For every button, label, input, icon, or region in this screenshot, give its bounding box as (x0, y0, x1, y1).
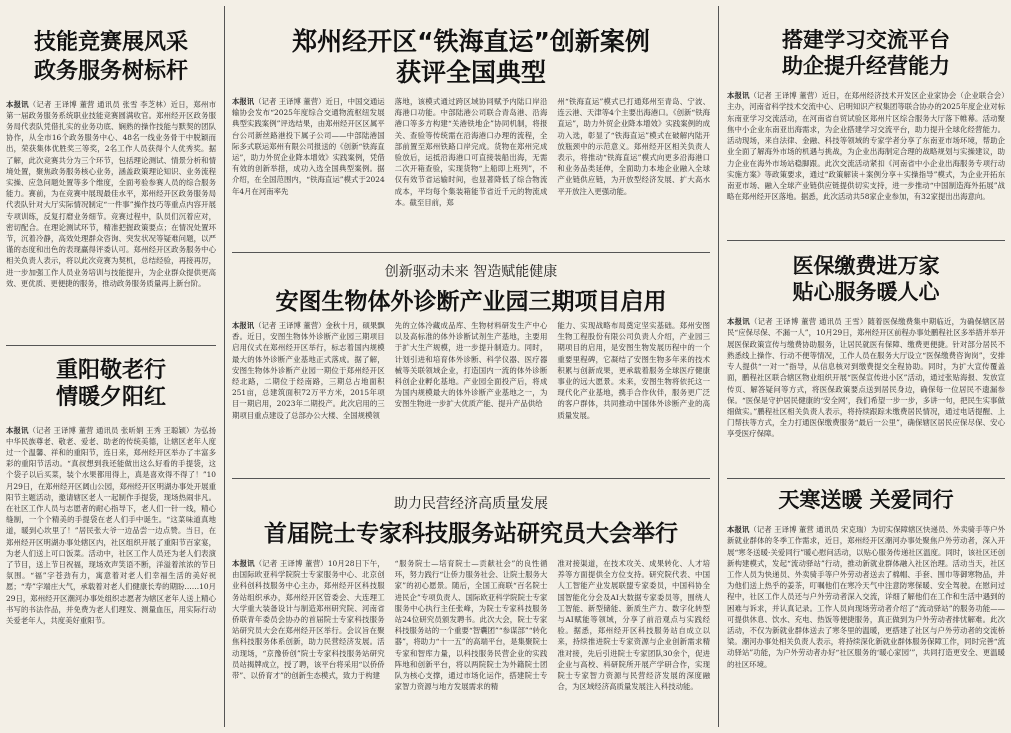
article-academician-block (232, 558, 385, 730)
article-skills (6, 0, 216, 354)
headline-railway-line1: 郑州经开区“铁海直运”创新案例 (292, 27, 650, 56)
byline: （记者 王译博 董营 通讯员 张雪 李芝林） (28, 99, 171, 109)
article-railway-columns (232, 96, 710, 236)
divider (6, 345, 216, 346)
article-biopark-block: 能力、实现战略布局奠定坚实基础。郑州安图生物工程股份有限公司负责人介绍，产业园三期项目的启用，是安图生物发展历程中的一个重要里程碑，它凝结了安图生物多年来的技术积累与创新成果，更承载着服务全球医疗健康事业的远大愿景。未来，安图生物将依托这一现代化产业基地，携手合作伙伴，服务更广泛的客户群体，共同推动中国体外诊断产业的高质量发展。 (557, 321, 710, 420)
headline-insurance-line2: 贴心服务暖人心 (792, 280, 940, 305)
headline-winter-text: 寒送暖 关爱同行 (799, 488, 954, 512)
lead-label: 本报讯 (727, 91, 750, 101)
article-railway (232, 0, 710, 207)
article-exchange (727, 0, 1005, 248)
kicker-biopark: 创新驱动未来 智造赋能健康 (384, 264, 558, 280)
left-column (6, 0, 216, 733)
lead-label: 本报讯 (232, 97, 255, 106)
article-insurance-body (727, 316, 1005, 474)
divider (727, 240, 1005, 241)
byline: （记者 王译博 董营） (749, 91, 822, 101)
right-column (727, 0, 1005, 733)
article-academician-block: 准对接渠道，在技术攻关、成果转化、人才培养等方面提供全方位支持。研究院代表、中国人工智能产业发展联盟专家委员，中国科协全国智能化分会及AI大数据专家委员等，围绕人工智能、新型储能、新质生产力、数字化转型与AI赋能等领域，分享了前沿观点与实践经验。据悉，郑州经开区科技服务站自成立以来，持续推进院士专家资源与企业创新需求精准对接，先后引进院士专家团队30余个，促进企业与高校、科研院所开展产学研合作，实现院士专家智力资源与民营经济发展的深度融合，为区域经济高质量发展注入科技动能。 (557, 559, 710, 692)
lead-label: 本报讯 (232, 559, 255, 568)
article-academician (232, 484, 710, 692)
article-winter (727, 484, 1005, 733)
article-elders-body (6, 425, 216, 733)
body-text: 近日，在郑州经济技术开发区企业家协会（企业联合会）主办，河南省科学技术交流中心、启明知识产权集团等联合协办的2025年度企业对标东南亚学习交流活动，在河南省自贸试验区郑州片区综合服务大厅落下帷幕。活动聚焦中小企业东南亚出海需求，为企业搭建学习交流平台，助力提升全球化经营能力。活动现场，来自法律、金融、科技等领域的专家学者分享了东南亚市场环境，帮助企业全面了解海外市场的机遇与挑战，为企业出海制定合理的战略规划与实操建议，助力企业在海外市场站稳脚跟。此次交流活动紧扣《河南省中小企业出海服务专项行动实施方案》等政策要求，通过“政策解读＋案例分享＋实操指导”模式，为企业开拓东南亚市场、融入全球产业链供应链提供切实支持，进一步推动“中国制造海外拓展”战略在郑州经开区落地。据悉，此次活动共58家企业参加，有32家提出出海意向。 (727, 91, 1005, 202)
article-winter-body (727, 524, 1005, 733)
byline: （记者 王译博 董营 通讯员 王雪） (749, 317, 868, 327)
headline-railway-line2: 获评全国典型 (395, 57, 546, 87)
kicker-academician: 助力民营经济高质量发展 (394, 496, 548, 512)
article-railway-block: 落地，该模式通过跨区域协同赋予内陆口岸沿海港口功能。中部陆港公司联合青岛港、沿海港口等多方构建“关港铁地企”协同机制，将报关、查验等传统需在沿海港口办理的流程，全部前置至郑州铁路口岸完成。货物在郑州完成验放后，运抵沿海港口可直接装船出海，无需二次开箱查验，实现货物“上船即上班列”，不仅有效节省运输时间，也显著降低了综合物流成本，平均每个集装箱能节省近千元的物流成本。截至目前，郑 (394, 97, 548, 207)
headline-winter (727, 488, 1005, 512)
body-text: 为弘扬中华民族尊老、敬老、爱老、助老的传统美德，让辖区老年人度过一个温馨、祥和的重阳节，连日来，郑州经开区举办了丰富多彩的重阳节活动。“真叔想到我还能做出这么好看的手提袋，这个袋子以后买菜，装个水果都用得上，真是喜欢得不得了！”10月29日，在郑州经开区阔山公园，郑州经开区明湖办事处开展重阳节主题活动，邀请辖区老人一起制作手提袋，现场热闹非凡。在社区工作人员与志愿者的耐心指导下，老人们一针一线，精心缝制，一个个精美的手提袋在老人们手中诞生。“这菜味道真地道，暖到心坎里了！”居民张大爷一边品尝一边点赞。当日，在郑州经开区明湖办事处辖区内，社区组织开展了重阳节百家宴，为老人们送上可口饭菜。活动中，社区工作人员还为老人们表演了节目，送上节日祝福，现场欢声笑语不断，洋溢着浓浓的节日氛围。“福”字苍劲有力，寓意着对老人们幸福生活的美好祝愿；“寿”字端庄大气，承载着对老人们健康长寿的期盼……10月29日，郑州经开区潮河办事处组织志愿者为辖区老年人送上精心书写的书法作品，并免费为老人们理发、测量血压，用实际行动关爱老年人，共度美好重阳节。 (6, 425, 216, 626)
lead-label: 本报讯 (232, 321, 255, 330)
headline-elders-line1: 重阳敬老行 (55, 358, 166, 383)
article-railway-block: 州“铁海直运”模式已打通郑州至青岛、宁波、连云港、天津等4个主要出海港口。《创新“铁海直运”，助力外贸企业降本增效》实践案例的成功入选，彰显了“铁海直运”模式在破解内陆开放瓶颈中的示范意义。郑州经开区相关负责人表示，将推动“铁海直运”模式向更多沿海港口和业务品类延伸，全面助力本地企业融入全球产业链供应链，为开放型经济发展、扩大高水平开放注入更强动能。 (557, 97, 710, 196)
byline: （记者 王译博 董营 通讯员 张昕娟 王秀 王聪颖） (28, 425, 194, 435)
headline-exchange-line2: 助企提升经营能力 (782, 54, 950, 79)
body-text: 随着医保缴费集中期临近，为确保辖区居民“应保尽保、不漏一人”，10月29日，郑州经开区前程办事处鹏程社区多举措并举开展医保政策宣传与缴费协助服务，让居民就医有保障、缴费更便捷。针对部分居民不熟悉线上操作、行动不便等情况，工作人员在服务大厅设立“医保缴费咨询岗”，安排专人提供“一对一”指导，从信息核对到缴费提交全程协助。同时，为扩大宣传覆盖面，鹏程社区联合辖区物业组织开展“医保宣传进小区”活动，通过张贴海报、发放宣传页、解答疑问等方式，将医保政策要点送到居民身边，确保每一位居民不遗漏参保。“医保是守护居民健康的‘安全网’，我们希望一步一步，多讲一句，把民生实事做细做实。”鹏程社区相关负责人表示，将持续跟踪未缴费居民情况，通过电话提醒、上门帮扶等方式，全力打通医保缴费服务“最后一公里”，确保辖区居民应保尽保、安心享受医疗保障。 (727, 317, 1005, 439)
article-biopark-block: 先的立体冷藏成品库、生物材料研发生产中心以及高标准的体外诊断试剂生产基地，主要用于扩大生产规模，进一步提升制造力。同时，计划引进和培育体外诊断、科学仪器、医疗器械等关联领域企业，打造国内一流的体外诊断科创企业孵化基地。产业园全面投产后，将成为国内规模最大的体外诊断产业基地之一，为安图生物进一步扩大优质产能、提升产品供给 (394, 321, 548, 409)
body-text: 近日，中国交通运输协会发布“2025年度综合交通物流枢纽发展典型实践案例”评选结果，由郑州经开区区属平台公司新丝路港投下属子公司——中部陆港国际多式联运郑州有限公司报送的《创新“铁海直运”，助力外贸企业降本增效》实践案例，凭借有效的创新举措，成功入选全国典型案例。据介绍，在全国范围内，“铁海直运”模式于2024年4月在河南率先 (232, 97, 385, 196)
body-text: 近日，郑州市第一届政务服务系统职业技能竞赛圆满收官。郑州经开区政务服务局代表队凭借扎实的业务功底、娴熟的操作技能与默契的团队协作，从全市16个政务服务中心、48名一线业务骨干中脱颖而出，荣获集体优胜奖三等奖，2名工作人员获得个人优秀奖。据了解，此次竞赛共分为三个环节，包括理论测试、情景分析和情境处置，聚焦政务服务核心业务，涵盖政策理论知识、业务流程实操、应急问题处置等多个维度，全面考验参赛人员的综合服务能力。赛前，为在竞赛中展现最佳水平，郑州经开区政务服务局代表队针对大厅实际情况制定“一件事”操作技巧等重点内容开展专项训练，反复打磨业务细节。竞赛过程中，队员们沉着应对，密切配合。在理论测试环节，精准把握政策要点；在情况处置环节，沉着冷静，高效处理群众咨询、突发状况等疑难问题，以严谨的态度和出色的表现赢得评委认可。郑州经开区政务服务中心相关负责人表示，将以此次竞赛为契机，总结经验，再接再厉，进一步加强工作人员业务培训与技能提升，为企业群众提供更高效、更优质、更便捷的服务，推动政务服务质量再上新台阶。 (6, 99, 216, 288)
center-column (232, 0, 710, 733)
column-divider (718, 6, 719, 727)
divider (232, 478, 710, 479)
byline: （记者 王译博 董营） (254, 559, 328, 568)
byline: （记者 王译博 董营） (254, 321, 326, 330)
lead-label: 本报讯 (727, 317, 750, 327)
divider (232, 252, 710, 253)
article-insurance (727, 246, 1005, 474)
body-text: 金秋十月，硕果飘香。近日，安图生物体外诊断产业园三期项目启用仪式在郑州经开区举行，标志着国内规模最大的体外诊断产业基地正式落成。据了解，安图生物体外诊断产业园一期位于郑州经开区经北路，二期位于经南路，三期总占地面积251亩，总建筑面积72万平方米，2015年项目一期启用，2023年二期投产。此次启用的三期项目重点建设了总部办公大楼、全国规模领 (232, 321, 385, 420)
lead-label: 本报讯 (727, 525, 750, 535)
column-divider (224, 6, 225, 727)
article-academician-columns (232, 558, 710, 730)
article-railway-block (232, 96, 385, 236)
headline-academician: 首届院士专家科技服务站研究员大会举行 (264, 520, 678, 547)
lead-label: 本报讯 (6, 425, 29, 435)
body-text: 10月28日下午，由国际欧亚科学院院士专家服务中心、北京创业科创科技服务中心主办，郑州经开区科技服务站组织承办，郑州经开区管委会、大连理工大学重大装备设计与制造郑州研究院、河南省侨联青年委员会协办的首届院士专家科技服务站研究员大会在郑州经开区举行。会议旨在聚焦科技服务体系创新，助力民营经济发展。活动现场，“京豫侨创”院士专家科技服务站研究员站揭牌成立，授了聘，该平台将采用“以侨侨带”、以侨育才”的创新生态模式，致力于构建 (232, 559, 385, 681)
byline: （记者 王译博 董营 通讯员 宋克瑞） (749, 525, 871, 535)
article-skills-body (6, 99, 216, 354)
headline-elders-line2: 情暖夕阳红 (55, 385, 166, 411)
headline-exchange-line1: 搭建学习交流平台 (782, 28, 950, 52)
headline-biopark: 安图生物体外诊断产业园三期项目启用 (275, 288, 667, 315)
article-elders (6, 352, 216, 733)
article-academician-block: “服务院士—培育院士—贡献社会”的良性循环，努力践行“让侨力服务社会、让院士服务大家”的初心愿景。随后，全国工商联“百名院士进民企”专项负责人、国际欧亚科学院院士专家服务中心执行主任张峰，为院士专家科技服务站24位研究员颁发聘书。此次大会，院士专家科技服务站的一个重要“智囊团”“参谋部”“转化器”，将助力“十一五”的高端平台，是集聚院士专家和智库力量，以科技服务民营企业的实践阵地和创新平台，将以两院院士为外籍院士团队为核心支撑，通过市场化运作，搭建院士专家智力资源与地方发展需求的精 (394, 559, 548, 692)
article-biopark-block (232, 320, 385, 460)
headline-skills-line1: 技能竞赛展风采 (33, 30, 188, 55)
byline: （记者 王译博 董营） (254, 97, 326, 106)
article-biopark (232, 258, 710, 420)
lead-label: 本报讯 (6, 99, 29, 109)
article-biopark-columns (232, 320, 710, 460)
article-exchange-body (727, 90, 1005, 248)
headline-skills-line2: 政务服务树标杆 (33, 59, 188, 85)
body-text: 为切实保障辖区快递员、外卖骑手等户外新就业群体的冬季工作需求，近日，郑州经开区潮河办事处聚焦户外劳动者，深入开展“寒冬送暖·关爱同行”暖心慰问活动，以贴心服务传递社区温度。同时，该社区还创新构建模式，发起“流动驿站”行动，推动新就业群体融入社区治理。活动当天，社区工作人员为快递员、外卖骑手等户外劳动者送去了棉帽、手套、围巾等御寒物品，并为他们送上热乎的姜茶，叮嘱他们在寒冷天气中注意防寒保暖、安全驾驶。在慰问过程中，社区工作人员还与户外劳动者深入交流，详细了解他们在工作和生活中遇到的困难与诉求，并认真记录。工作人员向现场劳动者介绍了“流动驿站”的服务功能——可提供休息、饮水、充电、热饭等便捷服务，真正做到为户外劳动者排忧解难。此次活动，不仅为新就业群体送去了寒冬里的温暖，更搭建了社区与户外劳动者的交流桥梁。潮河办事处相关负责人表示，将持续深化新就业群体服务保障工作，同时完善“流动驿站”功能，为户外劳动者办好“社区服务的‘暖心家园’”，共同打造更安全、更温暖的社区环境。 (727, 525, 1005, 669)
headline-winter-prefix: 天 (778, 488, 800, 512)
headline-insurance-line1: 医保缴费进万家 (792, 254, 940, 278)
divider (727, 478, 1005, 479)
